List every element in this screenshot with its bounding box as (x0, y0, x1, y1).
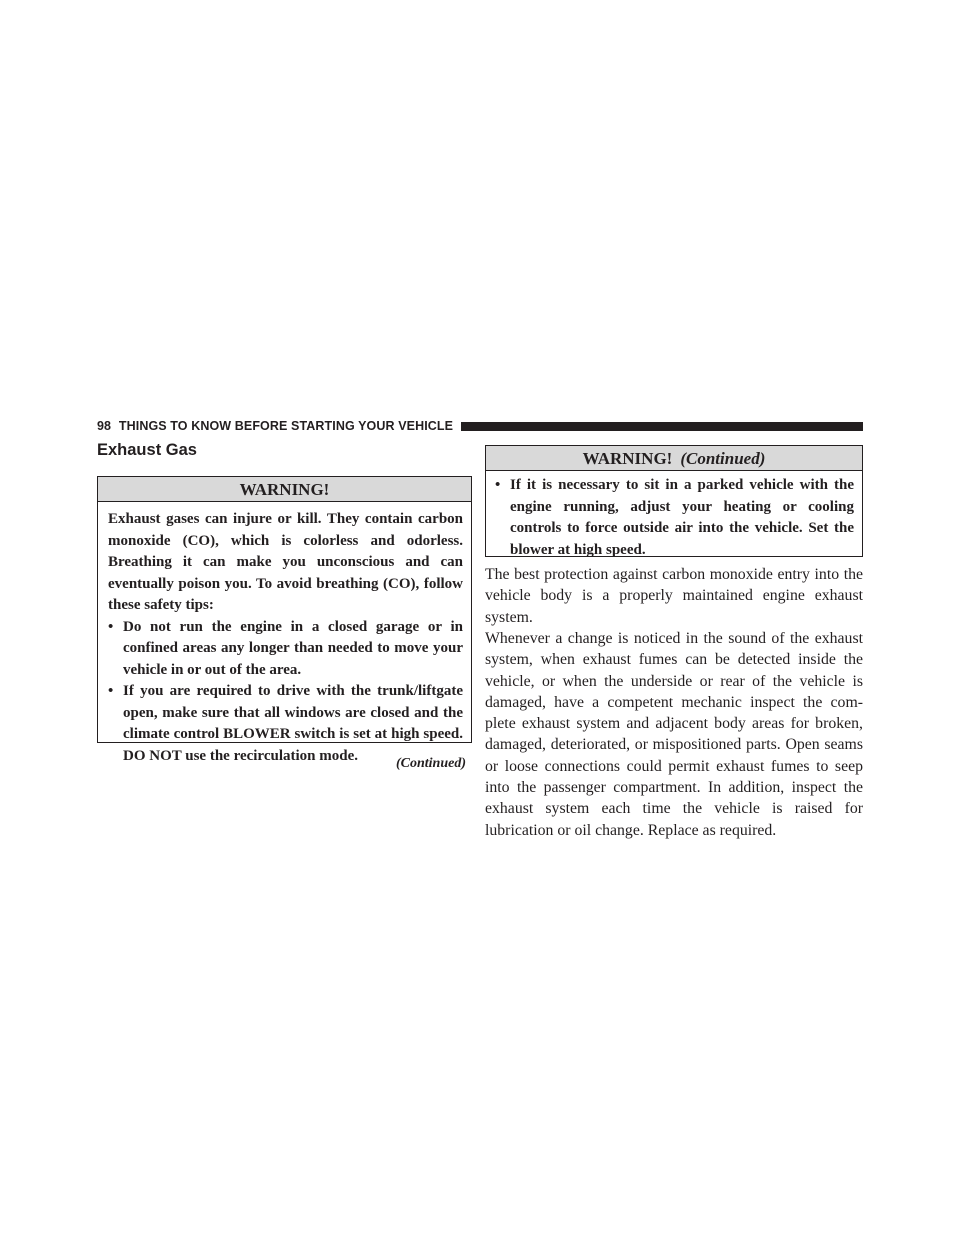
bullet-icon: • (108, 618, 114, 635)
warning-heading (98, 477, 471, 502)
warning-body (486, 471, 862, 561)
body-paragraph: Whenever a change is noticed in the sound of the exhaust system, when exhaust fumes can be detected inside the vehicle, or when the underside or rear of the vehicle is damaged, have a competent mechanic inspect the com- plete exhaust system and adjacent body areas for broken, damaged, deteriorated, or mispositioned parts. Open seams or loose connections could permit exhaust fumes to seep into the passenger compartment. In addition, inspect the exhaust system each time the vehicle is raised for lubrication or oil change. Replace as required. (485, 630, 863, 839)
warning-intro: Exhaust gases can injure or kill. They contain carbon monoxide (CO), which is colorless and odorless. Breathing it can make you unconscious and can eventually poison you. To avoid breathing (CO), follow these safety tips: (108, 511, 463, 613)
warning-bullet-list (108, 617, 463, 768)
continued-note: (Continued) (395, 756, 466, 771)
warning-heading (486, 446, 862, 471)
warning-heading-text: WARNING! (239, 480, 330, 499)
warning-heading-text: WARNING! (582, 449, 673, 468)
warning-bullet-item (108, 681, 463, 767)
page-number: 98 (97, 419, 111, 433)
body-paragraph: The best protection against carbon monoxide entry into the vehicle body is a properly maintained engine exhaust system. (485, 566, 863, 626)
warning-bullet-list (495, 475, 854, 561)
warning-body (98, 502, 471, 767)
warning-box-continued (485, 445, 863, 557)
bullet-icon: • (108, 683, 114, 699)
warning-bullet-text: Do not run the engine in a closed garage or in confined areas any longer than needed to move your vehicle in or out of the area. (123, 618, 463, 678)
warning-bullet-text: If it is necessary to sit in a parked vehicle with the engine running, adjust your heating or cooling controls to force outside air into the vehicle. Set the blower at high speed. (510, 477, 854, 558)
header-rule (461, 422, 863, 431)
running-header-title: THINGS TO KNOW BEFORE STARTING YOUR VEHICLE (118, 419, 454, 433)
warning-heading-suffix: (Continued) (680, 449, 766, 468)
bullet-icon: • (495, 477, 501, 493)
section-title: Exhaust Gas (97, 441, 197, 459)
warning-bullet-item (495, 475, 854, 561)
running-header (97, 418, 863, 434)
warning-bullet-item (108, 617, 463, 682)
warning-bullet-text: If you are required to drive with the trunk/liftgate open, make sure that all windows are closed and the climate control BLOWER switch is set at high speed. DO NOT use the recirculation mode. (123, 683, 463, 764)
